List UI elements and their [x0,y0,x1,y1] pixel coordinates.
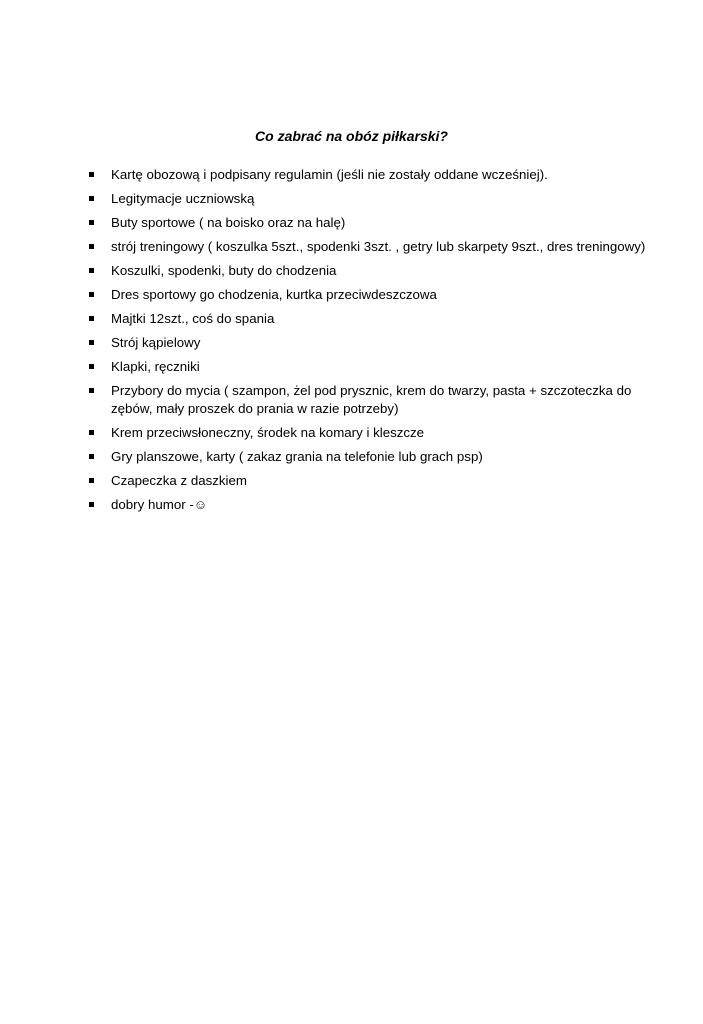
square-bullet-icon [89,478,94,483]
list-item [89,214,649,232]
list-item-text: dobry humor -☺ [111,497,208,512]
list-item-text: Legitymacje uczniowską [111,191,255,206]
square-bullet-icon [89,388,94,393]
square-bullet-icon [89,502,94,507]
square-bullet-icon [89,244,94,249]
list-item [89,262,649,280]
square-bullet-icon [89,340,94,345]
list-item [89,334,649,352]
document-title: Co zabrać na obóz piłkarski? [255,128,448,144]
square-bullet-icon [89,454,94,459]
list-item-text: strój treningowy ( koszulka 5szt., spodenki 3szt. , getry lub skarpety 9szt., dres treningowy) [111,239,646,254]
square-bullet-icon [89,364,94,369]
list-item [89,238,649,256]
list-item-text: Kartę obozową i podpisany regulamin (jeśli nie zostały oddane wcześniej). [111,167,548,182]
list-item [89,190,649,208]
square-bullet-icon [89,292,94,297]
list-item-text: Majtki 12szt., coś do spania [111,311,275,326]
list-item-text: Strój kąpielowy [111,335,201,350]
square-bullet-icon [89,196,94,201]
list-item-text: Koszulki, spodenki, buty do chodzenia [111,263,337,278]
list-item [89,166,649,184]
list-item [89,358,649,376]
list-item-text: Buty sportowe ( na boisko oraz na halę) [111,215,346,230]
list-item-text: Gry planszowe, karty ( zakaz grania na telefonie lub grach psp) [111,449,483,464]
list-item [89,286,649,304]
square-bullet-icon [89,172,94,177]
list-item [89,448,649,466]
square-bullet-icon [89,430,94,435]
list-item [89,496,649,514]
list-item-text: Czapeczka z daszkiem [111,473,247,488]
list-item-text: Przybory do mycia ( szampon, żel pod prysznic, krem do twarzy, pasta + szczoteczka do zębów, mały proszek do prania w razie potrzeby) [111,383,632,416]
list-item [89,382,649,418]
list-item-text: Klapki, ręczniki [111,359,200,374]
packing-list [89,166,649,520]
list-item-text: Krem przeciwsłoneczny, środek na komary i kleszcze [111,425,425,440]
square-bullet-icon [89,220,94,225]
list-item [89,310,649,328]
square-bullet-icon [89,316,94,321]
list-item [89,472,649,490]
list-item [89,424,649,442]
square-bullet-icon [89,268,94,273]
list-item-text: Dres sportowy go chodzenia, kurtka przeciwdeszczowa [111,287,437,302]
